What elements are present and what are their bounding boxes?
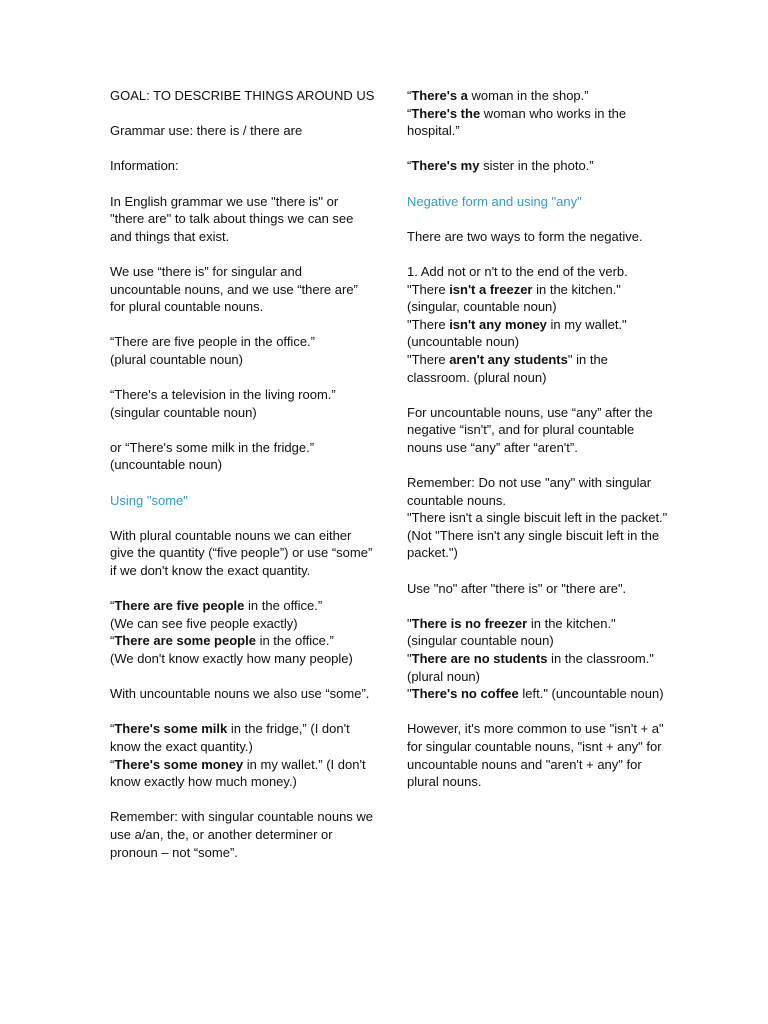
some-example-2-note: (We don't know exactly how many people) [110, 651, 353, 666]
negative-form-heading: Negative form and using "any" [407, 193, 582, 209]
negative-example-2-note: (uncountable noun) [407, 334, 520, 350]
some-intro-paragraph: With plural countable nouns we can either give the quantity (“five people”) or use “some” if we don't know the exact quantity. [110, 527, 373, 579]
negative-example-2: "There isn't any money in my wallet." [407, 316, 627, 332]
top-examples [407, 87, 669, 140]
two-ways-paragraph: There are two ways to form the negative. [407, 228, 643, 244]
example-2-note: (singular countable noun) [110, 404, 257, 420]
no-example-1-note: (singular countable noun) [407, 633, 554, 649]
using-some-heading: Using "some" [110, 492, 188, 508]
example-3-sentence: or “There's some milk in the fridge.” [110, 439, 315, 455]
usage-paragraph: We use “there is” for singular and uncountable nouns, and we use “there are” for plural countable nouns. [110, 263, 358, 315]
information-label: Information: [110, 158, 179, 174]
any-usage-paragraph: For uncountable nouns, use “any” after the negative “isn't”, and for plural countable nouns use “any” after “aren't”. [407, 404, 653, 455]
example-1-sentence: “There are five people in the office.” [110, 334, 315, 350]
some-example-1: “There are five people in the office.” [110, 598, 323, 614]
step-1: 1. Add not or n't to the end of the verb. [407, 263, 628, 279]
uncountable-examples [110, 720, 375, 790]
negative-example-3: "There aren't any students" in the classroom. (plural noun) [407, 351, 608, 385]
remember-any-example: "There isn't a single biscuit left in the packet." (Not "There isn't any single biscuit left in the packet.") [407, 510, 668, 561]
negative-examples [407, 263, 669, 386]
example-2-sentence: “There's a television in the living room.” [110, 387, 336, 403]
use-no-paragraph: Use "no" after "there is" or "there are". [407, 580, 627, 596]
goal-heading: GOAL: TO DESCRIBE THINGS AROUND US [110, 88, 375, 103]
example-1-note: (plural countable noun) [110, 351, 243, 367]
uncountable-intro: With uncountable nouns we also use “some”. [110, 686, 370, 702]
no-example-2: "There are no students in the classroom." (plural noun) [407, 651, 654, 684]
example-3-note: (uncountable noun) [110, 457, 223, 473]
top-example-3: “There's my sister in the photo.” [407, 158, 594, 174]
negative-example-1-note: (singular, countable noun) [407, 299, 557, 315]
top-example-2: “There's the woman who works in the hospital.” [407, 105, 627, 139]
remember-any [407, 474, 669, 562]
however-paragraph: However, it's more common to use "isn't + a" for singular countable nouns, "isnt + any" for uncountable nouns and "aren't + any" for plural nouns. [407, 721, 664, 790]
intro-paragraph: In English grammar we use "there is" or "there are" to talk about things we can see and things that exist. [110, 193, 354, 244]
no-examples [407, 615, 669, 703]
uncountable-example-2: “There's some money in my wallet.” (I don't know exactly how much money.) [110, 756, 366, 790]
right-column [407, 87, 669, 808]
left-column [110, 87, 375, 879]
grammar-use: Grammar use: there is / there are [110, 123, 303, 139]
negative-example-1: "There isn't a freezer in the kitchen." [407, 281, 621, 297]
no-example-1: "There is no freezer in the kitchen." [407, 615, 616, 631]
uncountable-example-1: “There's some milk in the fridge,” (I don't know the exact quantity.) [110, 721, 350, 754]
no-example-3: "There's no coffee left." (uncountable noun) [407, 686, 664, 702]
example-2 [110, 386, 375, 421]
remember-any-rule: Remember: Do not use "any" with singular countable nouns. [407, 475, 652, 508]
some-example-1-note: (We can see five people exactly) [110, 615, 298, 631]
example-1 [110, 333, 375, 368]
some-examples [110, 597, 375, 667]
top-example-1: “There's a woman in the shop.” [407, 88, 589, 103]
example-3 [110, 439, 375, 474]
remember-paragraph: Remember: with singular countable nouns we use a/an, the, or another determiner or pronoun – not “some”. [110, 809, 374, 860]
some-example-2: “There are some people in the office.” [110, 633, 334, 649]
